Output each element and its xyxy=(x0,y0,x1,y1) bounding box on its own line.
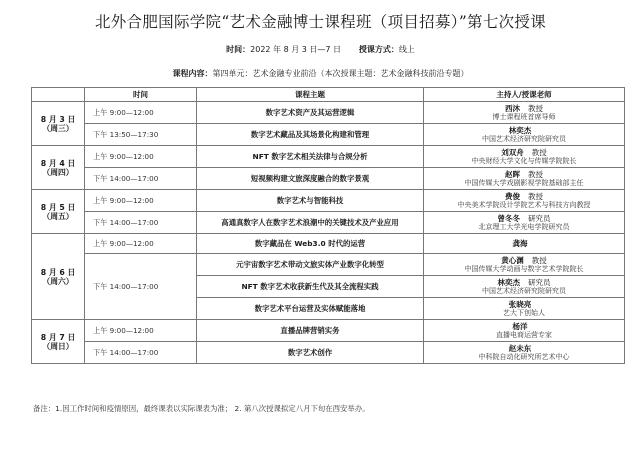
table-row xyxy=(32,146,625,168)
footnote: 备注：1.因工作时间和疫情原因，最终课表以实际课表为准； 2. 第八次授课拟定八月下旬在西安举办。 xyxy=(33,404,370,413)
topic-cell: 数字艺术资产及其运营逻辑 xyxy=(197,102,424,124)
host-role: 中国艺术经济研究院研究员 xyxy=(482,134,566,143)
table-row xyxy=(32,212,625,234)
date-label: 8 月 7 日 xyxy=(40,332,76,342)
table-row xyxy=(32,102,625,124)
host-role: 中国传媒大学戏剧影视学院基础部主任 xyxy=(464,178,584,187)
time-cell: 下午 13:50—17:30 xyxy=(85,124,197,146)
host-name: 黄心渊 教授 xyxy=(501,255,547,265)
topic-cell: 数字艺术藏品及其场景化构建和管理 xyxy=(197,124,424,146)
host-role: 北京理工大学光电学院研究员 xyxy=(478,222,570,231)
time-cell: 上午 9:00—12:00 xyxy=(85,234,197,254)
host-cell xyxy=(424,102,625,124)
host-role: 直播电商运营专家 xyxy=(496,330,552,339)
date-cell xyxy=(32,146,85,190)
table-row xyxy=(32,320,625,342)
time-cell: 上午 9:00—12:00 xyxy=(85,190,197,212)
host-cell xyxy=(424,298,625,320)
host-cell xyxy=(424,146,625,168)
host-role: 中央美术学院设计学院艺术与科技方向教授 xyxy=(457,200,591,209)
host-cell xyxy=(424,276,625,298)
host-name: 西沐 教授 xyxy=(505,103,543,113)
header-time: 时间 xyxy=(85,88,197,102)
mode-label: 授课方式： xyxy=(358,45,399,54)
topic-cell: 直播品牌营销实务 xyxy=(197,320,424,342)
host-cell xyxy=(424,168,625,190)
date-label: 8 月 6 日 xyxy=(40,267,76,277)
host-name: 赵晖 教授 xyxy=(505,169,543,179)
host-role: 中国艺术经济研究院研究员 xyxy=(482,286,566,295)
topic-cell: 数字艺术与智能科技 xyxy=(197,190,424,212)
topic-cell: NFT 数字艺术相关法律与合规分析 xyxy=(197,146,424,168)
date-label: 8 月 5 日 xyxy=(40,202,76,212)
header-topic: 课程主题 xyxy=(197,88,424,102)
date-cell xyxy=(32,190,85,234)
host-name: 刘双舟 教授 xyxy=(501,147,547,157)
time-cell: 下午 14:00—17:00 xyxy=(85,254,197,320)
host-cell xyxy=(424,190,625,212)
date-label: 8 月 4 日 xyxy=(40,158,76,168)
topic-cell: 数字藏品在 Web3.0 时代的运营 xyxy=(197,234,424,254)
host-name: 龚海 xyxy=(512,239,528,248)
schedule-meta xyxy=(0,44,641,55)
date-cell xyxy=(32,234,85,320)
host-cell xyxy=(424,124,625,146)
page-title: 北外合肥国际学院“艺术金融博士课程班（项目招募）”第七次授课 xyxy=(94,13,547,31)
time-label: 时间： xyxy=(226,45,251,54)
host-name: 林奕杰 研究员 xyxy=(497,277,551,287)
table-row xyxy=(32,190,625,212)
course-content xyxy=(0,68,641,79)
host-role: 艺大下创始人 xyxy=(503,308,545,317)
host-cell xyxy=(424,212,625,234)
host-name: 费俊 教授 xyxy=(505,191,543,201)
topic-cell: 短视频构建文旅深度融合的数字景观 xyxy=(197,168,424,190)
topic-cell: 元宇宙数字艺术带动文旅实体产业数字化转型 xyxy=(197,254,424,276)
topic-cell: 高通真数字人在数字艺术浪潮中的关键技术及产业应用 xyxy=(197,212,424,234)
host-name: 杨洋 xyxy=(512,321,528,331)
time-cell: 上午 9:00—12:00 xyxy=(85,320,197,342)
host-role: 中国传媒大学动画与数字艺术学院院长 xyxy=(464,264,584,273)
table-row xyxy=(32,124,625,146)
table-row xyxy=(32,168,625,190)
host-cell xyxy=(424,342,625,364)
host-name: 林奕杰 xyxy=(508,125,532,135)
date-label: 8 月 3 日 xyxy=(40,114,76,124)
host-name: 张晓亮 xyxy=(508,299,532,309)
weekday-label: （周日） xyxy=(42,341,74,351)
content-value: 第四单元：艺术金融专业前沿（本次授课主题：艺术金融科技前沿专题） xyxy=(212,69,469,78)
table-row xyxy=(32,254,625,276)
time-cell: 下午 14:00—17:00 xyxy=(85,342,197,364)
host-cell xyxy=(424,254,625,276)
table-row xyxy=(32,234,625,254)
host-role: 中科院自动化研究所艺术中心 xyxy=(478,352,570,361)
weekday-label: （周六） xyxy=(42,276,74,286)
host-cell xyxy=(424,320,625,342)
time-cell: 下午 14:00—17:00 xyxy=(85,212,197,234)
host-cell xyxy=(424,234,625,254)
time-value: 2022 年 8 月 3 日—7 日 xyxy=(250,45,342,54)
topic-cell: 数字艺术创作 xyxy=(197,342,424,364)
time-cell: 下午 14:00—17:00 xyxy=(85,168,197,190)
host-role: 博士课程班首席导师 xyxy=(492,112,556,121)
content-label: 课程内容： xyxy=(172,69,213,78)
mode-value: 线上 xyxy=(398,45,415,54)
time-cell: 上午 9:00—12:00 xyxy=(85,102,197,124)
date-cell xyxy=(32,102,85,146)
table-header-row xyxy=(32,88,625,102)
weekday-label: （周四） xyxy=(42,167,74,177)
weekday-label: （周五） xyxy=(42,211,74,221)
topic-cell: 数字艺术平台运营及实体赋能落地 xyxy=(197,298,424,320)
table-row xyxy=(32,342,625,364)
date-cell xyxy=(32,320,85,364)
header-host: 主持人/授课老师 xyxy=(424,88,625,102)
host-role: 中央财经大学文化与传媒学院院长 xyxy=(471,156,577,165)
host-name: 曾冬冬 研究员 xyxy=(497,213,551,223)
host-name: 赵未东 xyxy=(508,343,532,353)
header-date xyxy=(32,88,85,102)
time-cell: 上午 9:00—12:00 xyxy=(85,146,197,168)
schedule-table xyxy=(31,87,625,364)
weekday-label: （周三） xyxy=(42,123,74,133)
topic-cell: NFT 数字艺术收获新生代及其全流程实践 xyxy=(197,276,424,298)
